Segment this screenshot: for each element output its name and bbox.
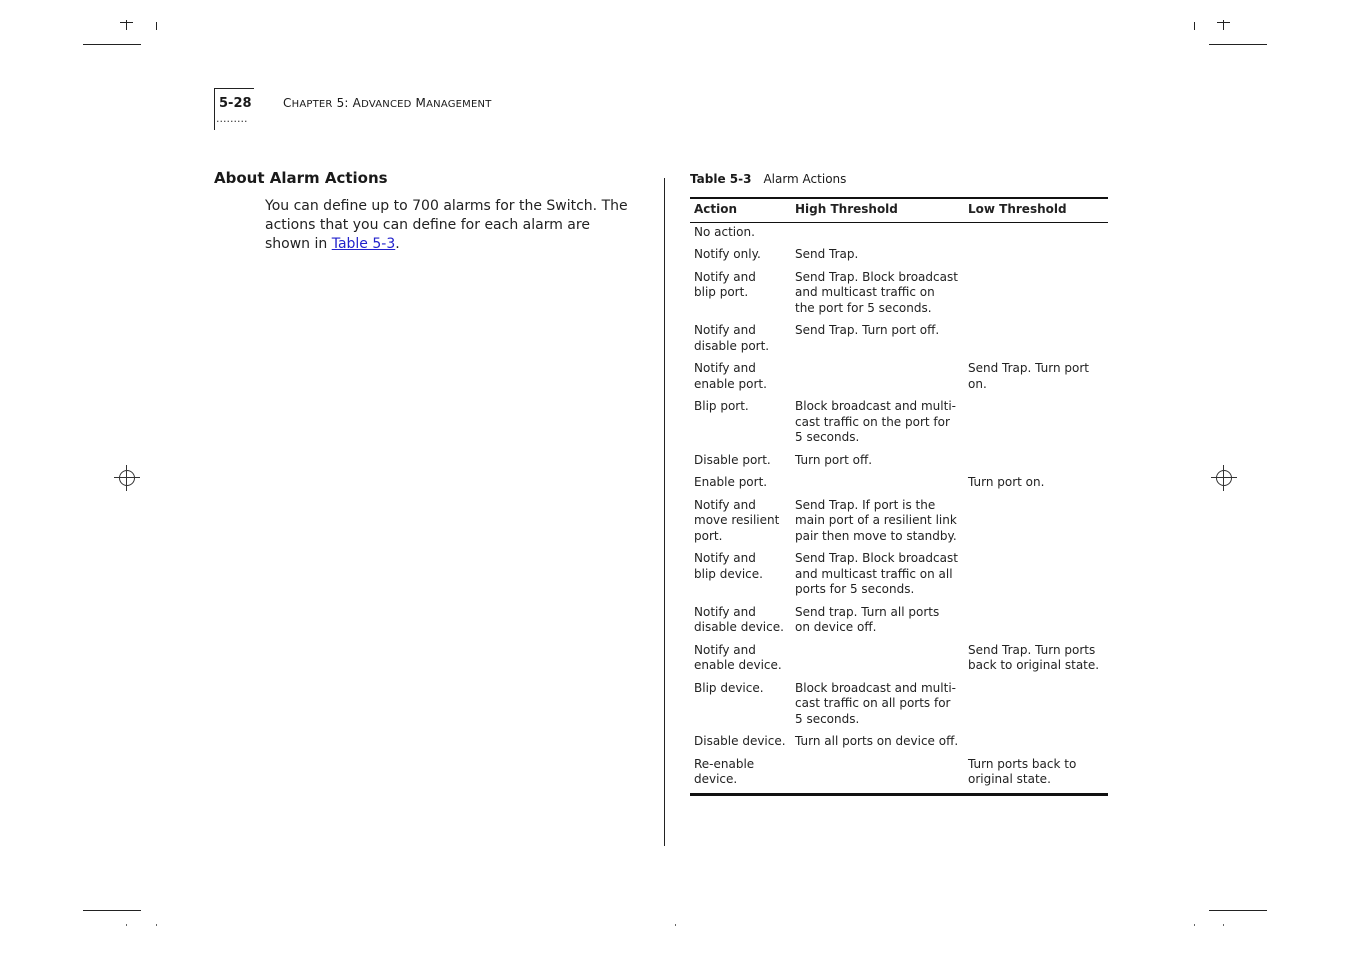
page-number-box — [214, 88, 256, 130]
page-number-dots: ········· — [216, 115, 248, 128]
cell-low-threshold — [964, 549, 1108, 603]
cell-high-threshold: Send Trap. Block broadcast and multicast traffic on all ports for 5 seconds. — [795, 551, 958, 596]
cell-action: Blip device. — [694, 680, 764, 695]
table-row — [690, 451, 1108, 474]
page-number: 5-28 — [219, 96, 252, 111]
table-header-row — [690, 198, 1108, 222]
crop-mark-top-left-tick-h — [120, 22, 133, 23]
crop-dot — [1223, 924, 1224, 926]
cell-high-threshold — [791, 222, 964, 245]
cell-action: Notify and disable device. — [694, 604, 784, 634]
cell-action: Notify and enable device. — [694, 642, 782, 672]
table-row — [690, 397, 1108, 451]
cell-action: Notify and enable port. — [694, 361, 767, 391]
cell-high-threshold: Send Trap. Block broadcast and multicast traffic on the port for 5 seconds. — [795, 269, 958, 315]
crop-mark-top-right-v — [1194, 22, 1195, 30]
cell-high-threshold: Send trap. Turn all ports on device off. — [795, 604, 940, 634]
cell-low-threshold: Turn port on. — [968, 475, 1045, 489]
cell-high-threshold — [791, 641, 964, 679]
cell-low-threshold — [964, 451, 1108, 474]
cell-action: Notify and disable port. — [694, 323, 770, 353]
table-caption-title: Alarm Actions — [763, 172, 847, 186]
column-header-high-threshold: High Threshold — [795, 202, 898, 216]
cell-low-threshold — [964, 245, 1108, 268]
cell-low-threshold — [964, 222, 1108, 245]
cell-low-threshold: Turn ports back to original state. — [968, 756, 1077, 786]
table-row — [690, 359, 1108, 397]
cell-low-threshold: Send Trap. Turn port on. — [968, 361, 1089, 391]
table-link[interactable]: Table 5-3 — [331, 236, 396, 252]
cell-high-threshold: Turn port off. — [795, 452, 873, 467]
crop-mark-top-right-tick-h — [1217, 22, 1230, 23]
cell-low-threshold — [964, 321, 1108, 359]
crop-mark-top-right-h — [1209, 44, 1267, 45]
section-title: About Alarm Actions — [214, 169, 388, 187]
cell-high-threshold: Block broadcast and multi- cast traffic on all ports for 5 seconds. — [795, 680, 956, 726]
table-caption — [690, 172, 846, 186]
crop-dot — [675, 924, 676, 926]
section-body: You can define up to 700 alarms for the Switch. The actions that you can define for each alarm are shown in Table 5-3. — [265, 198, 628, 252]
cell-high-threshold — [791, 473, 964, 496]
cell-high-threshold — [791, 359, 964, 397]
cell-low-threshold — [964, 268, 1108, 322]
cell-action: Disable device. — [694, 734, 786, 748]
cell-high-threshold — [791, 755, 964, 795]
table-row — [690, 496, 1108, 550]
cell-action: Notify and blip port. — [694, 269, 756, 299]
table-row — [690, 679, 1108, 733]
table-row — [690, 321, 1108, 359]
table-row — [690, 755, 1108, 795]
cell-low-threshold — [964, 397, 1108, 451]
cell-low-threshold: Send Trap. Turn ports back to original state. — [968, 642, 1100, 672]
crop-dot — [1194, 924, 1195, 926]
cell-action: No action. — [694, 224, 755, 239]
table-row — [690, 245, 1108, 268]
column-header-low-threshold: Low Threshold — [968, 202, 1067, 216]
registration-crosshair-left — [114, 465, 140, 491]
chapter-running-head: CHAPTER 5: ADVANCED MANAGEMENT — [283, 96, 492, 110]
table-caption-label: Table 5-3 — [690, 172, 752, 186]
table-row — [690, 641, 1108, 679]
column-header-action: Action — [694, 202, 738, 216]
crop-dot — [126, 924, 127, 926]
table-row — [690, 473, 1108, 496]
cell-action: Blip port. — [694, 399, 749, 413]
cell-action: Notify only. — [694, 247, 761, 261]
cell-action: Re-enable device. — [694, 756, 755, 786]
cell-action: Notify and blip device. — [694, 551, 763, 581]
cell-low-threshold — [964, 496, 1108, 550]
table-row — [690, 222, 1108, 245]
cell-action: Enable port. — [694, 475, 768, 489]
cell-high-threshold: Turn all ports on device off. — [795, 734, 959, 748]
cell-low-threshold — [964, 603, 1108, 641]
table-row — [690, 549, 1108, 603]
cell-high-threshold: Send Trap. — [795, 247, 859, 261]
crop-mark-top-left-h — [83, 44, 141, 45]
registration-crosshair-right — [1211, 465, 1237, 491]
table-body — [690, 222, 1108, 794]
table-row — [690, 603, 1108, 641]
crop-dot — [156, 924, 157, 926]
cell-high-threshold: Send Trap. Turn port off. — [795, 323, 940, 337]
table-row — [690, 268, 1108, 322]
cell-low-threshold — [964, 679, 1108, 733]
body-text: You can define up to 700 alarms for the Switch. The actions that you can define for each alarm are shown in — [265, 198, 628, 252]
cell-high-threshold: Send Trap. If port is the main port of a resilient link pair then move to standby. — [795, 497, 957, 543]
cell-high-threshold: Block broadcast and multi- cast traffic on the port for 5 seconds. — [795, 399, 956, 444]
column-divider — [664, 178, 665, 846]
table-row — [690, 732, 1108, 755]
crop-mark-bottom-left-h — [83, 910, 141, 911]
crop-mark-top-left-v — [156, 22, 157, 30]
crop-mark-bottom-right-h — [1209, 910, 1267, 911]
cell-action: Notify and move resilient port. — [694, 497, 780, 543]
cell-low-threshold — [964, 732, 1108, 755]
cell-action: Disable port. — [694, 452, 771, 467]
alarm-actions-table — [690, 197, 1108, 796]
